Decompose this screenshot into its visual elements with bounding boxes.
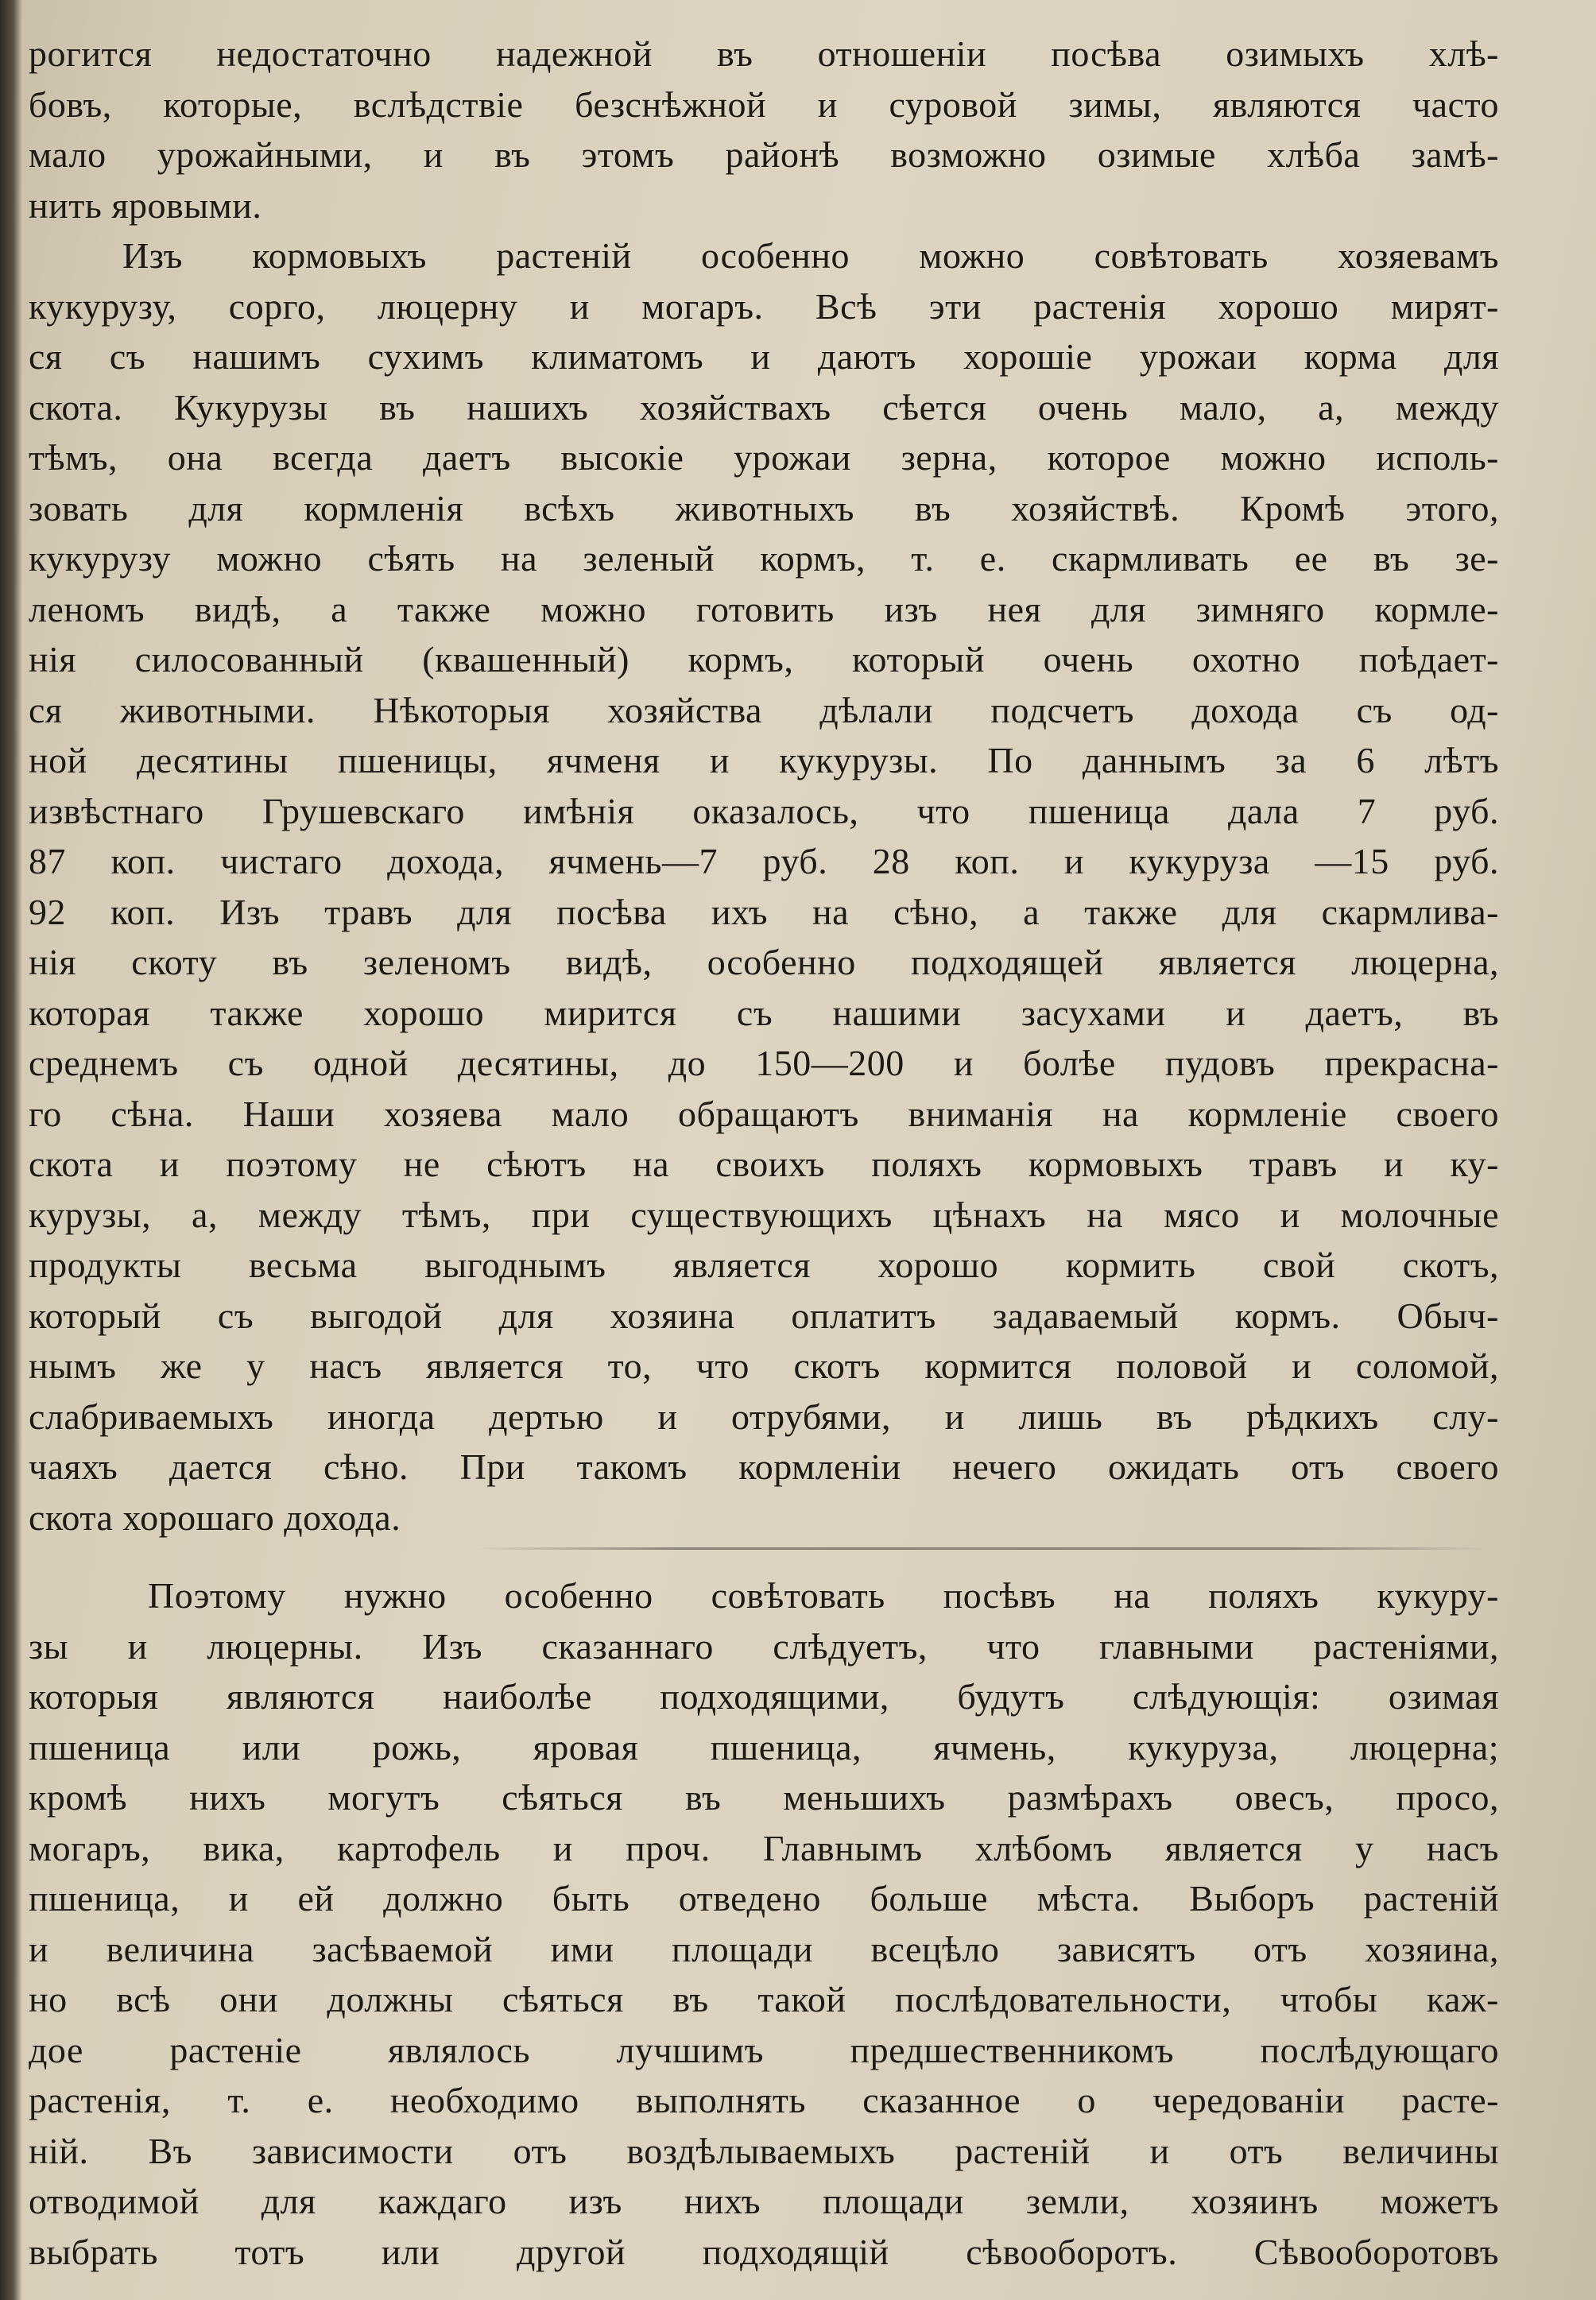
text-line: леномъ видѣ, а также можно готовить изъ нея для зимняго кормле- [29,588,1499,629]
text-line: пшеница или рожь, яровая пшеница, ячмень, кукуруза, люцерна; [29,1726,1499,1768]
text-line: кромѣ нихъ могутъ сѣяться въ меньшихъ размѣрахъ овесъ, просо, [29,1777,1499,1818]
text-line: отводимой для каждаго изъ нихъ площади земли, хозяинъ можетъ [29,2181,1499,2221]
text-line: но всѣ они должны сѣяться въ такой послѣдовательности, чтобы каж- [29,1979,1499,2019]
text-line: ся животными. Нѣкоторыя хозяйства дѣлали подсчетъ дохода съ од- [29,689,1499,730]
text-line: нiя силосованный (квашенный) кормъ, который очень охотно поѣдает- [29,639,1499,680]
text-line: скота. Кукурузы въ нашихъ хозяйствахъ сѣется очень мало, а, между [29,386,1499,428]
text-line: нить яровыми. [29,184,262,226]
text-line: рогится недостаточно надежной въ отношенiи посѣва озимыхъ хлѣ- [29,33,1499,74]
page-binding-shadow [0,0,22,2300]
section-divider [474,1547,1491,1550]
text-line: растенiя, т. е. необходимо выполнять сказанное о чередованiи расте- [29,2080,1499,2120]
text-line: кукурузу, сорго, люцерну и могаръ. Всѣ эти растенiя хорошо мирят- [29,285,1499,327]
text-line: кукурузу можно сѣять на зеленый кормъ, т. е. скармливать ее въ зе- [29,538,1499,579]
text-line: го сѣна. Наши хозяева мало обращаютъ вниманiя на кормленiе своего [29,1093,1499,1134]
text-line: ной десятины пшеницы, ячменя и кукурузы. По даннымъ за 6 лѣтъ [29,740,1499,780]
text-line: который съ выгодой для хозяина оплатитъ задаваемый кормъ. Обыч- [29,1295,1499,1336]
text-line: Изъ кормовыхъ растенiй особенно можно совѣтовать хозяевамъ [122,235,1499,276]
text-line: пшеница, и ей должно быть отведено больше мѣста. Выборъ растенiй [29,1878,1499,1919]
text-line: которая также хорошо мирится съ нашими засухами и даетъ, въ [29,992,1499,1033]
text-line: чаяхъ дается сѣно. При такомъ кормленiи нечего ожидать отъ своего [29,1446,1499,1487]
paragraph-1 [29,29,1499,230]
text-line: дое растенiе являлось лучшимъ предшественникомъ послѣдующаго [29,2029,1499,2070]
text-line: ся съ нашимъ сухимъ климатомъ и даютъ хорошiе урожаи корма для [29,336,1499,377]
text-line: среднемъ съ одной десятины, до 150—200 и болѣе пудовъ прекрасна- [29,1043,1499,1083]
text-line: извѣстнаго Грушевскаго имѣнiя оказалось, что пшеница дала 7 руб. [29,790,1499,831]
text-line: которыя являются наиболѣе подходящими, будутъ слѣдующiя: озимая [29,1676,1499,1717]
text-line: 87 коп. чистаго дохода, ячмень—7 руб. 28 коп. и кукуруза —15 руб. [29,841,1499,881]
text-line: тѣмъ, она всегда даетъ высокiе урожаи зерна, которое можно исполь- [29,437,1499,478]
text-line: и величина засѣваемой ими площади всецѣло зависятъ отъ хозяина, [29,1928,1499,1969]
text-line: зовать для кормленiя всѣхъ животныхъ въ хозяйствѣ. Кромѣ этого, [29,487,1499,529]
paragraph-3 [29,1570,1499,2277]
text-line: зы и люцерны. Изъ сказаннаго слѣдуетъ, что главными растенiями, [29,1625,1499,1667]
text-line: мало урожайными, и въ этомъ районѣ возможно озимые хлѣба замѣ- [29,134,1499,175]
text-line: курузы, а, между тѣмъ, при существующихъ цѣнахъ на мясо и молочные [29,1194,1499,1235]
text-line: нымъ же у насъ является то, что скотъ кормится половой и соломой, [29,1346,1499,1386]
page-body-text [29,29,1499,2277]
text-line: нiй. Въ зависимости отъ воздѣлываемыхъ растенiй и отъ величины [29,2130,1499,2171]
text-line: выбрать тотъ или другой подходящiй сѣвооборотъ. Сѣвооборотовъ [29,2231,1499,2272]
text-line: продукты весьма выгоднымъ является хорошо кормить свой скотъ, [29,1245,1499,1285]
text-line: бовъ, которые, вслѣдствiе безснѣжной и суровой зимы, являются часто [29,83,1499,125]
text-line: скота хорошаго дохода. [29,1497,401,1538]
paragraph-2 [29,230,1499,1543]
text-line: слабриваемыхъ иногда дертью и отрубями, и лишь въ рѣдкихъ слу- [29,1396,1499,1437]
text-line: скота и поэтому не сѣютъ на своихъ поляхъ кормовыхъ травъ и ку- [29,1144,1499,1184]
text-line: могаръ, вика, картофель и проч. Главнымъ хлѣбомъ является у насъ [29,1827,1499,1868]
text-line: 92 коп. Изъ травъ для посѣва ихъ на сѣно, а также для скармлива- [29,891,1499,932]
text-line: Поэтому нужно особенно совѣтовать посѣвъ на поляхъ кукуру- [148,1575,1499,1616]
text-line: нiя скоту въ зеленомъ видѣ, особенно подходящей является люцерна, [29,942,1499,982]
